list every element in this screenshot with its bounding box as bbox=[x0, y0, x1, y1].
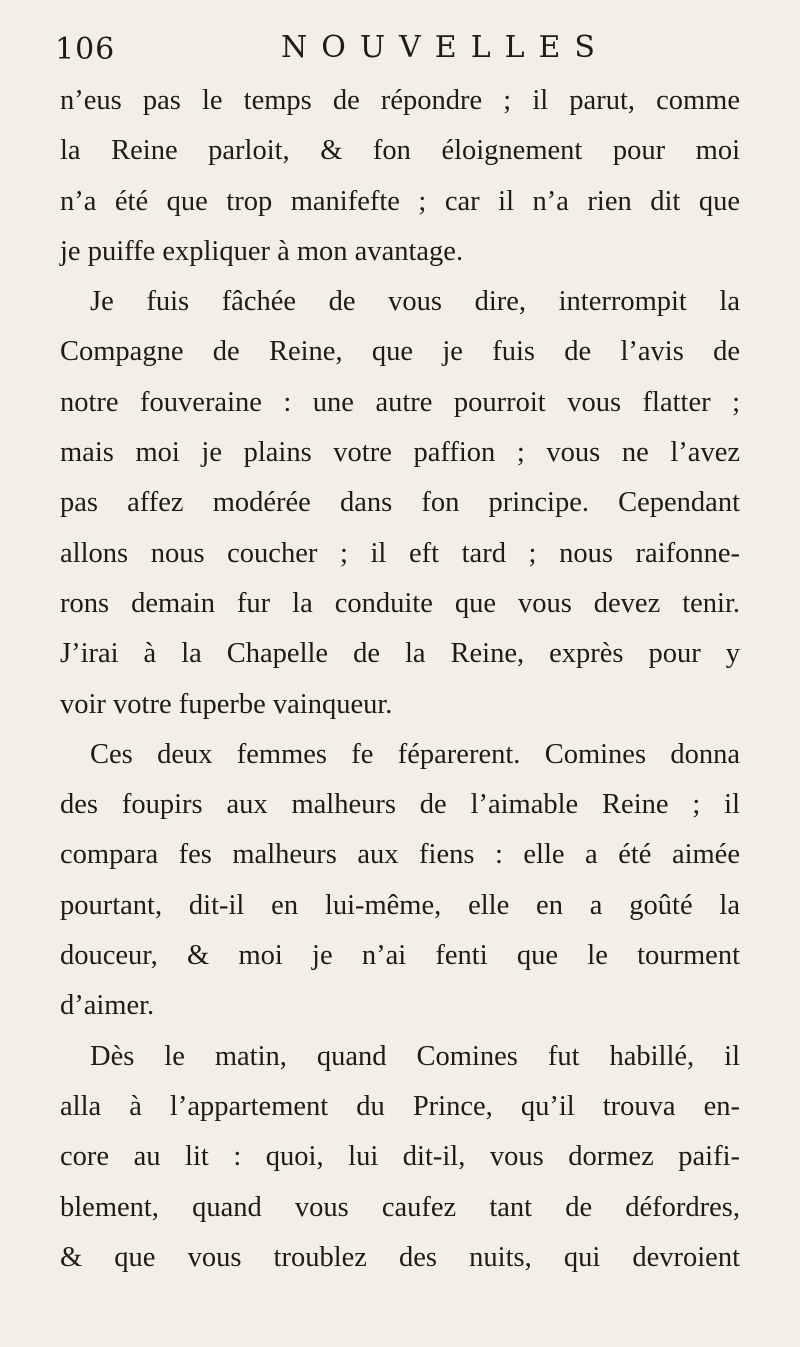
text-line: mais moi je plains votre paffion ; vous ne l’avez bbox=[60, 437, 740, 469]
text-line: Compagne de Reine, que je fuis de l’avis de bbox=[60, 336, 740, 368]
text-line: voir votre fuperbe vainqueur. bbox=[60, 688, 393, 720]
text-line: core au lit : quoi, lui dit-il, vous dormez paifi- bbox=[60, 1141, 740, 1173]
page-number: 106 bbox=[55, 32, 116, 67]
text-line: douceur, & moi je n’ai fenti que le tourment bbox=[60, 940, 740, 972]
text-line: des foupirs aux malheurs de l’aimable Reine ; il bbox=[60, 789, 740, 821]
text-line: rons demain fur la conduite que vous devez tenir. bbox=[60, 587, 740, 619]
text-line: & que vous troublez des nuits, qui devroient bbox=[60, 1241, 740, 1273]
running-title: NOUVELLES bbox=[281, 30, 609, 65]
text-line: Je fuis fâchée de vous dire, interrompit la bbox=[90, 286, 740, 318]
text-line: blement, quand vous caufez tant de défordres, bbox=[60, 1191, 740, 1223]
text-line: pas affez modérée dans fon principe. Cependant bbox=[60, 487, 740, 519]
text-line: n’a été que trop manifefte ; car il n’a rien dit que bbox=[60, 185, 740, 217]
text-line: n’eus pas le temps de répondre ; il parut, comme bbox=[60, 85, 740, 116]
text-line: pourtant, dit-il en lui-même, elle en a goûté la bbox=[60, 889, 740, 921]
text-line: Dès le matin, quand Comines fut habillé, il bbox=[90, 1040, 740, 1072]
text-line: compara fes malheurs aux fiens : elle a été aimée bbox=[60, 839, 740, 871]
text-line: d’aimer. bbox=[60, 990, 155, 1022]
text-line: allons nous coucher ; il eft tard ; nous raifonne- bbox=[60, 537, 740, 569]
body-text bbox=[60, 76, 740, 1283]
text-line: je puiffe expliquer à mon avantage. bbox=[60, 235, 464, 267]
text-line: notre fouveraine : une autre pourroit vous flatter ; bbox=[60, 386, 740, 418]
running-head bbox=[55, 28, 745, 74]
text-line: alla à l’appartement du Prince, qu’il trouva en- bbox=[60, 1090, 740, 1122]
text-line: la Reine parloit, & fon éloignement pour moi bbox=[60, 135, 740, 167]
text-line: J’irai à la Chapelle de la Reine, exprès pour y bbox=[60, 638, 740, 670]
text-line: Ces deux femmes fe féparerent. Comines donna bbox=[90, 738, 740, 770]
